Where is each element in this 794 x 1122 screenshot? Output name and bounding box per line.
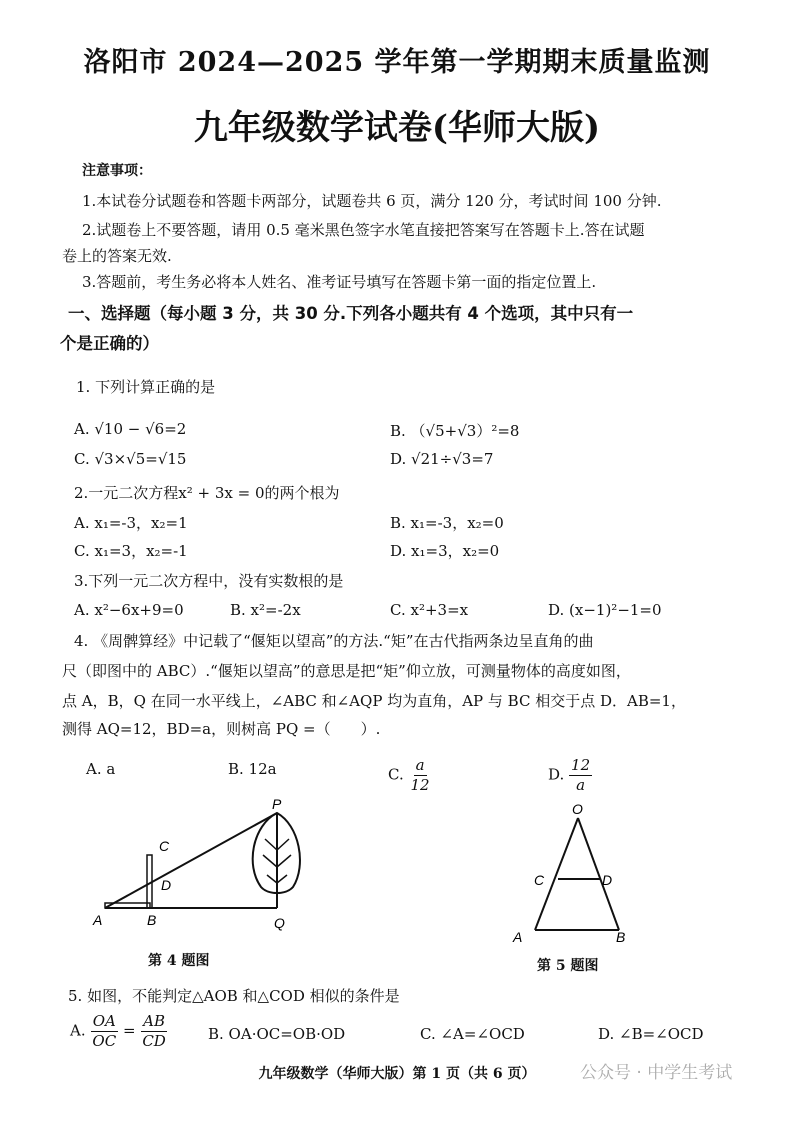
q2-option-b: B. x₁=-3，x₂=0 [390, 514, 504, 532]
fig5-label-c: C [534, 872, 545, 888]
q5-stem: 5. 如图，不能判定△AOB 和△COD 相似的条件是 [68, 987, 400, 1005]
q5-option-a-numerator-2: AB [143, 1012, 165, 1030]
figure-4-caption: 第 4 题图 [148, 953, 210, 969]
fig5-label-d: D [602, 872, 613, 888]
q2-option-c: C. x₁=3，x₂=-1 [74, 542, 188, 560]
fig4-label-c: C [159, 838, 170, 854]
q4-option-b: B. 12a [228, 760, 277, 778]
section1-heading-b: 个是正确的） [60, 334, 159, 353]
fig4-label-q: Q [274, 915, 285, 931]
q3-option-a: A. x²−6x+9=0 [74, 601, 184, 619]
fig4-ruler-bc [147, 855, 152, 908]
q5-option-a-denominator-2: CD [142, 1031, 166, 1050]
q3-option-d: D. (x−1)²−1=0 [548, 601, 662, 619]
watermark: 公众号 · 中学生考试 [580, 1063, 733, 1083]
q1-option-b: B. （√5+√3）²=8 [390, 422, 520, 440]
q5-option-a-fraction-2 [140, 1012, 168, 1051]
q1-option-a: A. √10 − √6=2 [74, 420, 187, 438]
q4-option-d-label: D. [548, 765, 565, 784]
q5-option-a-denominator-1: OC [92, 1031, 117, 1050]
figure-5-caption: 第 5 题图 [537, 958, 599, 974]
q4-option-c-label: C. [388, 765, 404, 784]
fig4-label-b: B [147, 912, 157, 928]
q2-option-a: A. x₁=-3，x₂=1 [74, 514, 188, 532]
q3-stem: 3.下列一元二次方程中，没有实数根的是 [74, 572, 344, 590]
q5-option-a-label: A. [70, 1021, 86, 1040]
q4-option-d-denominator: a [576, 775, 586, 794]
q4-option-d-fraction [569, 756, 592, 795]
note-item-2b: 卷上的答案无效. [62, 247, 172, 265]
note-item-3: 3.答题前，考生务必将本人姓名、准考证号填写在答题卡第一面的指定位置上. [82, 273, 597, 291]
fig4-sight-line-ap [105, 813, 277, 908]
q1-stem: 1. 下列计算正确的是 [76, 378, 216, 396]
section1-heading-a: 一、选择题（每小题 3 分，共 30 分.下列各小题共有 4 个选项，其中只有一 [68, 304, 634, 323]
q5-option-a [70, 1012, 168, 1051]
q4-option-d [548, 756, 592, 795]
q4-stem-4: 测得 AQ=12，BD=a，则树高 PQ =（ ）. [62, 720, 381, 738]
q5-option-d: D. ∠B=∠OCD [598, 1025, 704, 1043]
fig4-tree-branches [263, 830, 291, 895]
q4-stem-2: 尺（即图中的 ABC）.“偃矩以望高”的意思是把“矩”仰立放，可测量物体的高度如图， [62, 662, 631, 680]
fig5-side-ob [578, 818, 619, 930]
figure-5 [510, 800, 640, 950]
fig4-ruler-ab [105, 903, 150, 908]
q5-option-a-equals: = [122, 1021, 136, 1040]
q1-option-c: C. √3×√5=√15 [74, 450, 187, 468]
fig5-label-o: O [572, 801, 583, 817]
q4-stem-1: 4. 《周髀算经》中记载了“偃矩以望高”的方法.“矩”在古代指两条边呈直角的曲 [74, 632, 594, 650]
q5-option-b: B. OA·OC=OB·OD [208, 1025, 346, 1043]
exam-title-line1: 洛阳市 2024—2025 学年第一学期期末质量监测 [83, 47, 711, 78]
q5-option-a-fraction-1 [90, 1012, 118, 1051]
note-item-1: 1.本试卷分试题卷和答题卡两部分，试题卷共 6 页，满分 120 分，考试时间 100 分钟. [82, 192, 662, 210]
q4-option-d-numerator: 12 [571, 756, 591, 774]
fig4-label-p: P [272, 796, 282, 812]
exam-title-line2: 九年级数学试卷(华师大版) [193, 108, 601, 148]
q4-option-c-denominator: 12 [410, 775, 430, 794]
fig4-label-d: D [161, 877, 172, 893]
q2-stem: 2.一元二次方程x² + 3x = 0的两个根为 [74, 484, 340, 502]
q5-option-a-numerator-1: OA [92, 1012, 116, 1030]
q1-option-d: D. √21÷√3=7 [390, 450, 494, 468]
q4-option-c-fraction [409, 756, 432, 795]
fig4-label-a: A [93, 912, 103, 928]
q4-stem-3: 点 A，B，Q 在同一水平线上，∠ABC 和∠AQP 均为直角，AP 与 BC 相交于点 D．AB=1， [62, 692, 686, 710]
page-footer: 九年级数学（华师大版）第 1 页（共 6 页） [258, 1066, 536, 1082]
figure-4 [85, 795, 315, 940]
q2-option-d: D. x₁=3，x₂=0 [390, 542, 500, 560]
notes-heading: 注意事项： [82, 163, 152, 179]
note-item-2a: 2.试题卷上不要答题，请用 0.5 毫米黑色签字水笔直接把答案写在答题卡上.答在试题 [82, 221, 645, 239]
q4-option-c-numerator: a [415, 756, 425, 774]
q3-option-c: C. x²+3=x [390, 601, 469, 619]
fig5-label-b: B [616, 929, 626, 945]
q4-option-c [388, 756, 432, 795]
fig5-label-a: A [513, 929, 523, 945]
q4-option-a: A. a [86, 760, 116, 778]
q5-option-c: C. ∠A=∠OCD [420, 1025, 525, 1043]
q3-option-b: B. x²=-2x [230, 601, 301, 619]
